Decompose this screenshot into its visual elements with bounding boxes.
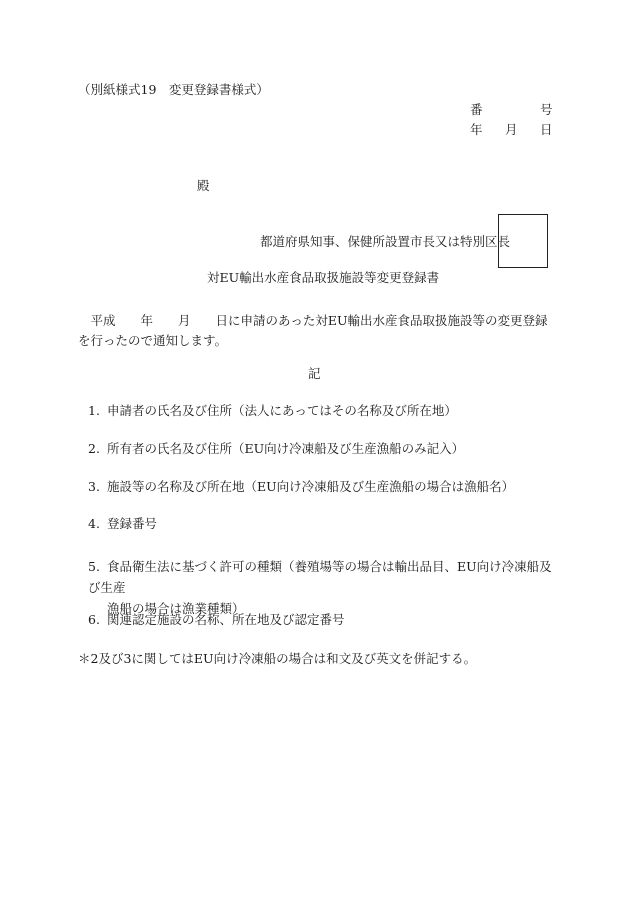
date-day: 日 [540, 122, 553, 137]
item-text: 申請者の氏名及び住所（法人にあってはその名称及び所在地） [107, 403, 457, 418]
item-text-continuation: 漁船の場合は漁業種類） [107, 601, 245, 616]
sender-authority: 都道府県知事、保健所設置市長又は特別区長 [260, 234, 511, 249]
list-item [88, 556, 553, 619]
number-prefix: 番 [470, 102, 483, 117]
seal-box [498, 214, 548, 268]
item-number: 6. [88, 612, 100, 627]
ki-heading: 記 [308, 366, 321, 381]
list-item [88, 443, 464, 456]
addressee-honorific: 殿 [197, 178, 210, 193]
date-year: 年 [470, 122, 483, 137]
list-item [88, 481, 514, 494]
list-item [88, 614, 345, 627]
item-text: 所有者の氏名及び住所（EU向け冷凍船及び生産漁船のみ記入） [107, 441, 465, 456]
item-number: 4. [88, 516, 100, 531]
item-number: 3. [88, 479, 100, 494]
notification-body: 平成 年 月 日に申請のあった対EU輸出水産食品取扱施設等の変更登録を行ったので通知します。 [78, 313, 548, 348]
list-item [88, 518, 157, 531]
form-label: （別紙様式19 変更登録書様式） [78, 82, 269, 97]
item-text: 関連認定施設の名称、所在地及び認定番号 [107, 612, 345, 627]
document-title: 対EU輸出水産食品取扱施設等変更登録書 [207, 270, 440, 285]
footnote: ＊2及び3に関してはEU向け冷凍船の場合は和文及び英文を併記する。 [78, 651, 477, 666]
item-number: 5. [88, 559, 100, 574]
item-text: 施設等の名称及び所在地（EU向け冷凍船及び生産漁船の場合は漁船名） [107, 479, 515, 494]
date-month: 月 [505, 122, 518, 137]
list-item [88, 405, 457, 418]
item-number: 1. [88, 403, 100, 418]
item-text: 登録番号 [107, 516, 158, 531]
item-number: 2. [88, 441, 100, 456]
number-suffix: 号 [540, 102, 553, 117]
item-text: 食品衛生法に基づく許可の種類（養殖場等の場合は輸出品目、EU向け冷凍船及び生産 [88, 559, 552, 595]
